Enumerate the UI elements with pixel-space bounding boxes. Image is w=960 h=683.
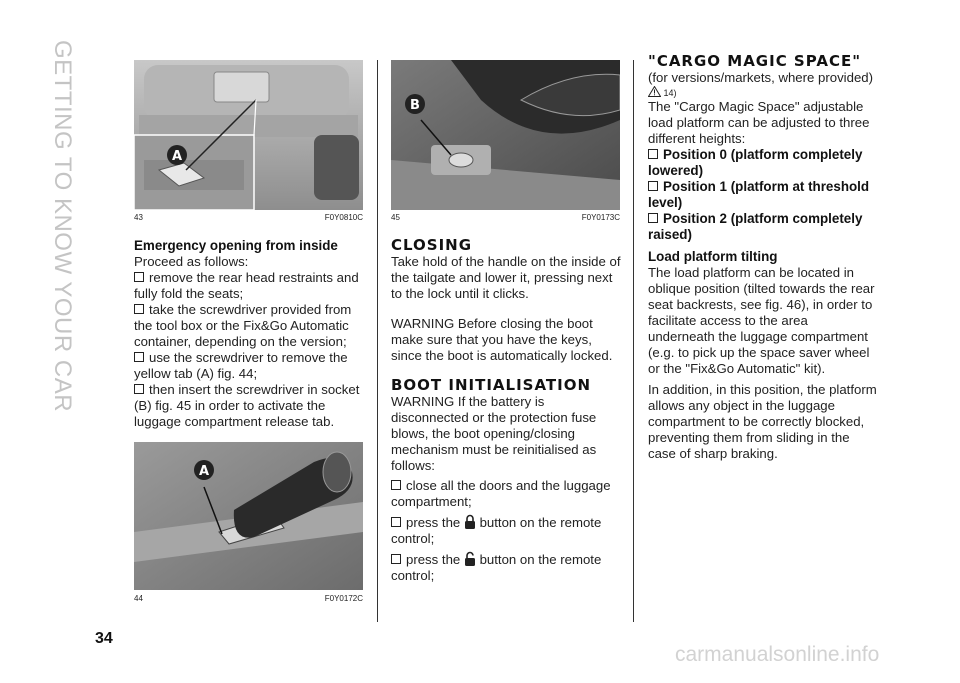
- figure-44-number: 44: [134, 594, 143, 603]
- figure-44-caption: [134, 594, 363, 604]
- bullet-square-icon: [391, 517, 401, 527]
- figure-45-socket: [391, 60, 620, 210]
- tilting-text-2: In addition, in this position, the platform allows any object in the luggage compartment to be correctly blocked, preventing them from sliding in the case of sharp braking.: [648, 382, 877, 461]
- emergency-step-1: remove the rear head restraints and fully fold the seats;: [134, 270, 359, 301]
- figure-43-callout-a: A: [171, 149, 183, 164]
- heading-closing: CLOSING: [391, 236, 473, 254]
- warning-reference: 14): [648, 86, 878, 99]
- figure-43-rear-bumper: [134, 60, 363, 210]
- boot-step-2: press the button on the remote control;: [391, 515, 602, 546]
- column-2-text: [391, 236, 624, 584]
- bullet-square-icon: [134, 352, 144, 362]
- page-number: 34: [95, 630, 113, 647]
- heading-emergency-opening: Emergency opening from inside: [134, 238, 338, 253]
- bullet-square-icon: [134, 304, 144, 314]
- bullet-square-icon: [648, 149, 658, 159]
- column-divider-1: [377, 60, 378, 622]
- bullet-square-icon: [134, 272, 144, 282]
- closing-text: Take hold of the handle on the inside of the tailgate and lower it, pressing next to the lock until it clicks.: [391, 254, 621, 301]
- emergency-intro: Proceed as follows:: [134, 254, 249, 269]
- bullet-square-icon: [391, 554, 401, 564]
- figure-44-callout-a: A: [198, 464, 210, 479]
- watermark: carmanualsonline.info: [675, 643, 880, 666]
- closing-warning: WARNING Before closing the boot make sure that you have the keys, since the boot is automatically locked.: [391, 316, 613, 363]
- figure-44-code: F0Y0172C: [324, 594, 363, 603]
- column-divider-2: [633, 60, 634, 622]
- figure-43-code: F0Y0810C: [324, 213, 363, 222]
- figure-45-number: 45: [391, 213, 400, 222]
- unlock-icon: [464, 551, 476, 567]
- heading-load-platform-tilting: Load platform tilting: [648, 249, 778, 264]
- emergency-step-2: take the screwdriver provided from the tool box or the Fix&Go Automatic container, depending on the version;: [134, 302, 352, 349]
- column-1-text: [134, 238, 366, 430]
- bullet-square-icon: [648, 213, 658, 223]
- emergency-step-3: use the screwdriver to remove the yellow tab (A) fig. 44;: [134, 350, 348, 381]
- position-1: Position 1 (platform at threshold level): [648, 179, 870, 210]
- figure-45-callout-b: B: [410, 98, 420, 113]
- figure-43-number: 43: [134, 213, 143, 222]
- emergency-step-4: then insert the screwdriver in socket (B) fig. 45 in order to activate the luggage compartment release tab.: [134, 382, 360, 429]
- figure-44-screwdriver: [134, 442, 363, 590]
- heading-cargo-magic-space: "CARGO MAGIC SPACE": [648, 52, 862, 70]
- figure-45-code: F0Y0173C: [581, 213, 620, 222]
- side-section-title: GETTING TO KNOW YOUR CAR: [49, 40, 76, 413]
- boot-step-1: close all the doors and the luggage compartment;: [391, 478, 611, 509]
- boot-warning: WARNING If the battery is disconnected or the protection fuse blows, the boot opening/closing mechanism must be reinitialised as follows:: [391, 394, 597, 473]
- tilting-text-1: The load platform can be located in oblique position (tilted towards the rear seat backrests, see fig. 46), in order to facilitate access to the area underneath the luggage compartment (e.g. to pick up the space saver wheel or the "Fix&Go Automatic" kit).: [648, 265, 875, 376]
- lock-icon: [464, 514, 476, 530]
- bullet-square-icon: [391, 480, 401, 490]
- cargo-intro: The "Cargo Magic Space" adjustable load platform can be adjusted to three different heights:: [648, 99, 870, 146]
- bullet-square-icon: [648, 181, 658, 191]
- position-0: Position 0 (platform completely lowered): [648, 147, 863, 178]
- warning-triangle-icon: [648, 86, 661, 97]
- bullet-square-icon: [134, 384, 144, 394]
- heading-boot-initialisation: BOOT INITIALISATION: [391, 376, 592, 394]
- figure-45-caption: [391, 213, 620, 223]
- figure-43-caption: [134, 213, 363, 223]
- cargo-subtitle: (for versions/markets, where provided): [648, 70, 873, 85]
- boot-step-3: press the button on the remote control;: [391, 552, 602, 583]
- position-2: Position 2 (platform completely raised): [648, 211, 863, 242]
- column-3-text: [648, 52, 878, 462]
